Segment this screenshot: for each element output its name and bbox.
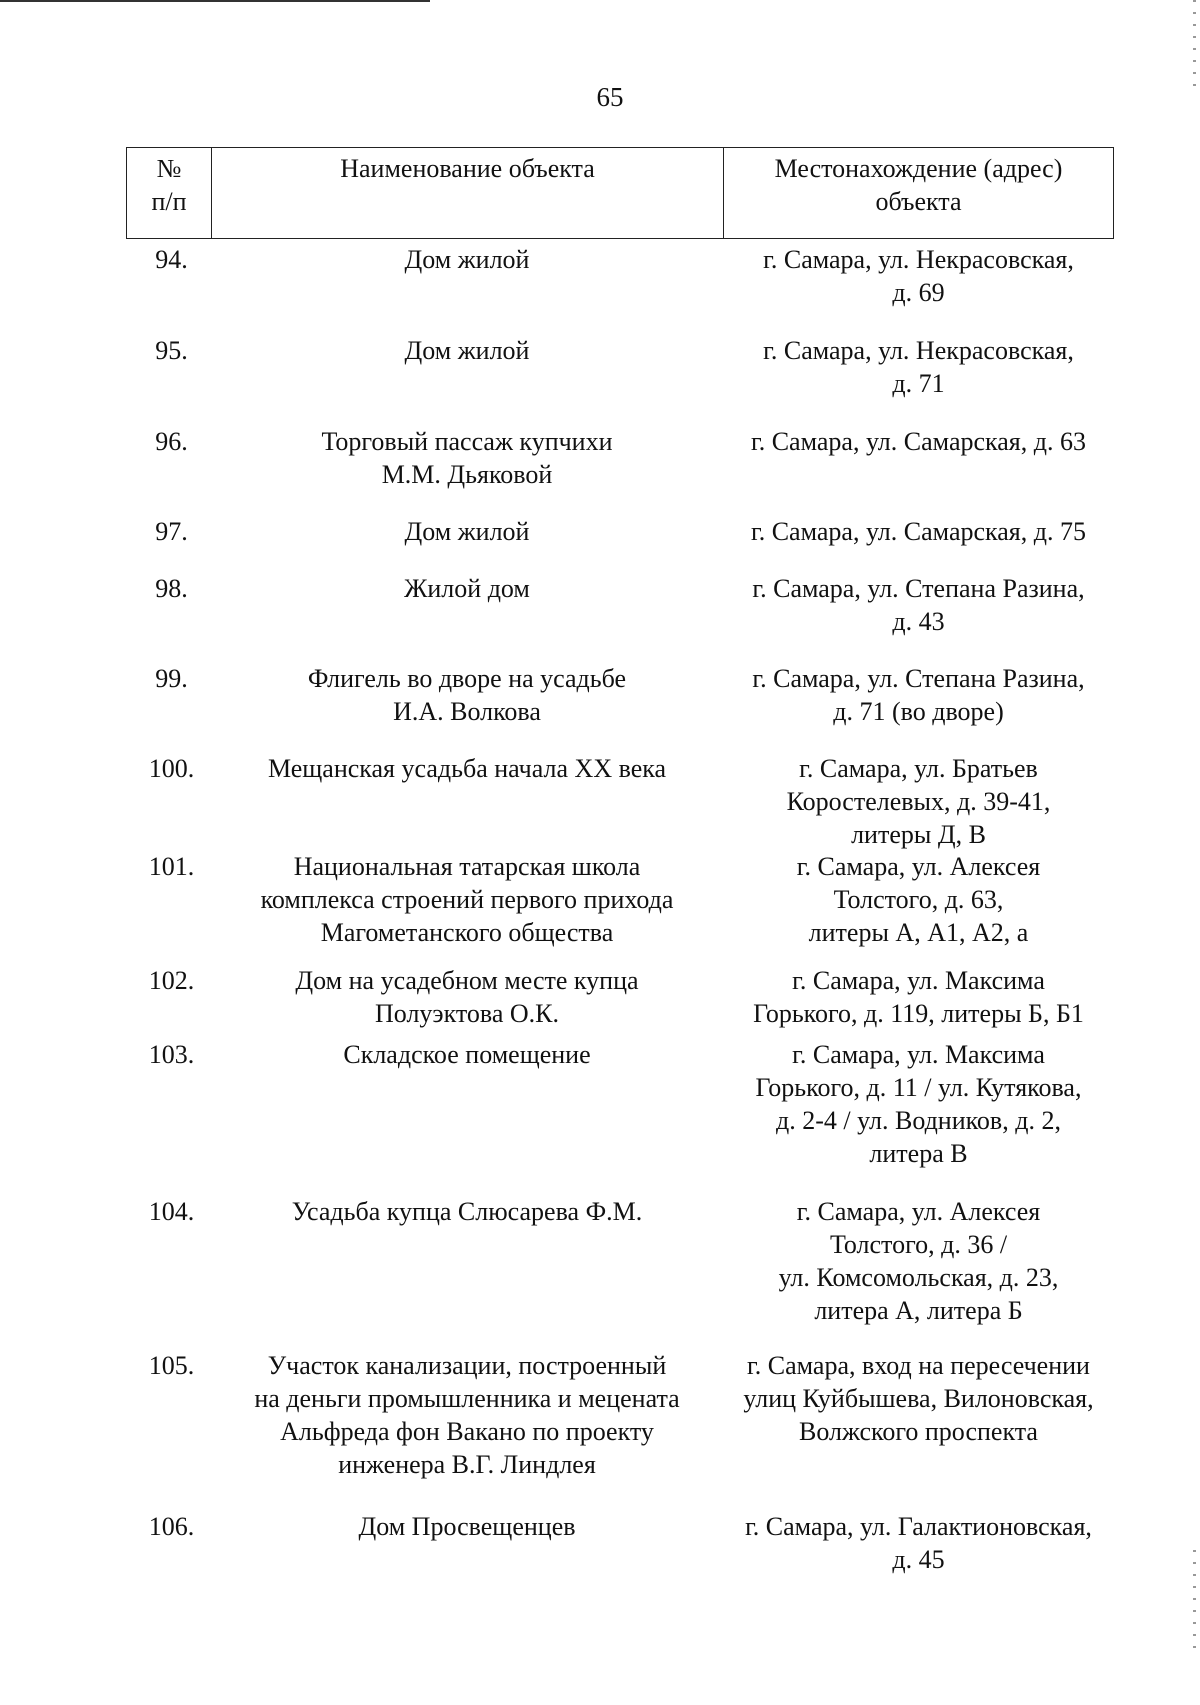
row-name: Усадьба купца Слюсарева Ф.М. xyxy=(291,1197,643,1226)
row-name: Дом жилой xyxy=(404,245,530,274)
table-row xyxy=(126,515,1114,548)
row-name: Дом жилой xyxy=(404,517,530,546)
row-number: 95. xyxy=(155,336,188,365)
row-name: Национальная татарская школа комплекса строений первого прихода Магометанского общества xyxy=(260,852,674,947)
scan-margin-artifact xyxy=(1193,1550,1196,1650)
table-row xyxy=(126,662,1114,728)
table-row xyxy=(126,1510,1114,1576)
row-name: Флигель во дворе на усадьбе И.А. Волкова xyxy=(307,664,627,726)
table-row xyxy=(126,572,1114,638)
row-name: Участок канализации, построенный на деньги промышленника и мецената Альфреда фон Вакано по проекту инженера В.Г. Линдлея xyxy=(254,1351,680,1479)
row-number: 101. xyxy=(148,852,195,881)
row-address: г. Самара, ул. Некрасовская, д. 71 xyxy=(763,336,1074,398)
header-number xyxy=(127,148,212,238)
row-address: г. Самара, ул. Алексея Толстого, д. 36 / ул. Комсомольская, д. 23, литера А, литера Б xyxy=(778,1197,1059,1325)
row-address: г. Самара, ул. Самарская, д. 63 xyxy=(750,427,1086,456)
row-number: 99. xyxy=(155,664,188,693)
table-header xyxy=(126,147,1114,239)
row-address: г. Самара, ул. Степана Разина, д. 71 (во дворе) xyxy=(752,664,1085,726)
row-address: г. Самара, ул. Братьев Коростелевых, д. 39-41, литеры Д, В xyxy=(786,754,1051,849)
row-address: г. Самара, вход на пересечении улиц Куйбышева, Вилоновская, Волжского проспекта xyxy=(743,1351,1094,1446)
row-address: г. Самара, ул. Максима Горького, д. 11 / ул. Кутякова, д. 2-4 / ул. Водников, д. 2, литера В xyxy=(755,1040,1082,1168)
page-number: 65 xyxy=(596,82,624,112)
table-row xyxy=(126,850,1114,949)
top-rule xyxy=(0,0,430,2)
table-row xyxy=(126,752,1114,851)
table-row xyxy=(126,425,1114,491)
row-name: Дом Просвещенцев xyxy=(358,1512,576,1541)
row-name: Дом на усадебном месте купца Полуэктова О.К. xyxy=(295,966,639,1028)
row-address: г. Самара, ул. Самарская, д. 75 xyxy=(750,517,1086,546)
row-name: Торговый пассаж купчихи М.М. Дьяковой xyxy=(321,427,613,489)
row-number: 103. xyxy=(148,1040,195,1069)
table-row xyxy=(126,1038,1114,1170)
row-number: 106. xyxy=(148,1512,195,1541)
row-address: г. Самара, ул. Некрасовская, д. 69 xyxy=(763,245,1074,307)
row-number: 104. xyxy=(148,1197,195,1226)
row-number: 100. xyxy=(148,754,195,783)
row-address: г. Самара, ул. Степана Разина, д. 43 xyxy=(752,574,1085,636)
header-address xyxy=(724,148,1113,238)
row-address: г. Самара, ул. Галактионовская, д. 45 xyxy=(745,1512,1092,1574)
header-name-label: Наименование объекта xyxy=(340,154,595,183)
row-number: 105. xyxy=(148,1351,195,1380)
table-row xyxy=(126,964,1114,1030)
row-number: 98. xyxy=(155,574,188,603)
header-address-label: Местонахождение (адрес) объекта xyxy=(774,154,1063,216)
scan-margin-artifact xyxy=(1193,0,1196,90)
table-row xyxy=(126,334,1114,400)
table-row xyxy=(126,1195,1114,1327)
header-name xyxy=(212,148,724,238)
row-name: Складское помещение xyxy=(343,1040,591,1069)
row-name: Жилой дом xyxy=(404,574,530,603)
table-row xyxy=(126,1349,1114,1481)
row-name: Дом жилой xyxy=(404,336,530,365)
header-number-label: № п/п xyxy=(151,154,187,216)
row-name: Мещанская усадьба начала XX века xyxy=(267,754,667,783)
row-number: 102. xyxy=(148,966,195,995)
row-address: г. Самара, ул. Максима Горького, д. 119, литеры Б, Б1 xyxy=(753,966,1084,1028)
row-number: 97. xyxy=(155,517,188,546)
row-number: 94. xyxy=(155,245,188,274)
table-row xyxy=(126,243,1114,309)
row-address: г. Самара, ул. Алексея Толстого, д. 63, литеры А, А1, А2, а xyxy=(796,852,1041,947)
row-number: 96. xyxy=(155,427,188,456)
